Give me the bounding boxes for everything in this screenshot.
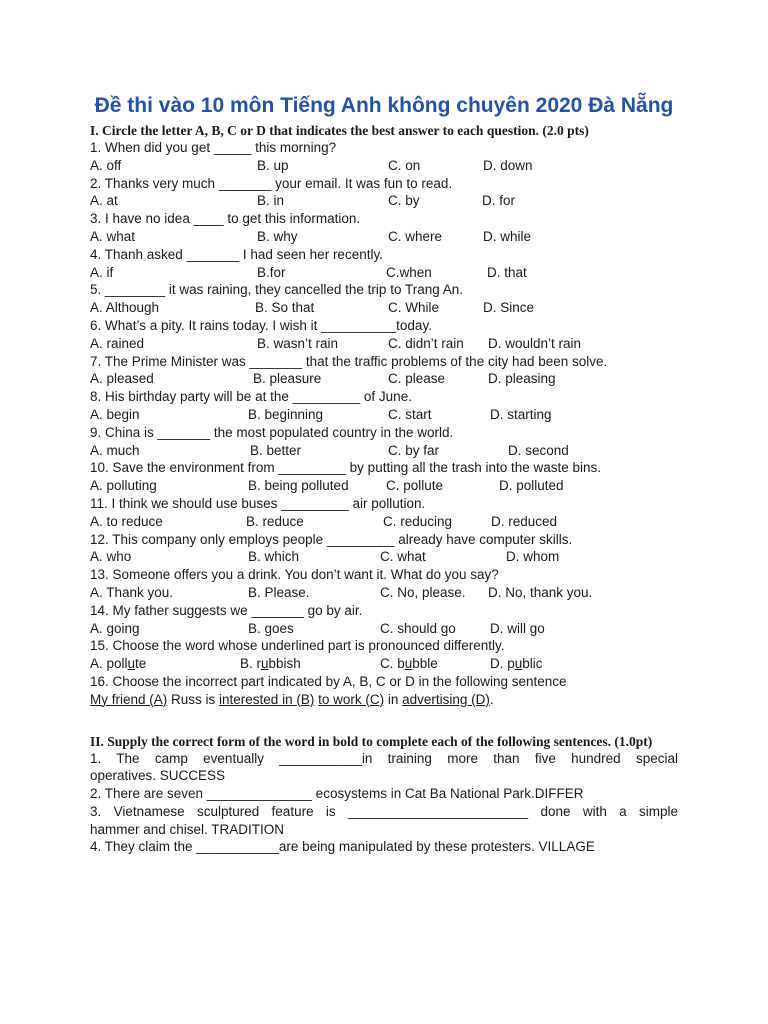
option-c[interactable]: C. didn’t rain [388, 335, 464, 351]
option-a[interactable] [90, 655, 146, 673]
option-text-part: bble [412, 656, 438, 672]
option-b[interactable]: B. better [250, 442, 302, 458]
page-title: Đề thi vào 10 môn Tiếng Anh không chuyên 2020 Đà Nẵng [94, 94, 674, 117]
option-c[interactable]: C. No, please. [380, 584, 466, 600]
option-a[interactable]: A. at [90, 193, 118, 209]
question-12-options [90, 548, 678, 566]
word-form-question-3-line2: hammer and chisel. TRADITION [90, 821, 285, 837]
option-c[interactable]: C. start [388, 406, 432, 422]
word-form-question-1-line2: operatives. SUCCESS [90, 768, 226, 784]
option-d[interactable]: D. whom [506, 549, 560, 565]
option-a[interactable]: A. rained [90, 335, 145, 351]
question-7-text: 7. The Prime Minister was _______ that the traffic problems of the city had been solve. [90, 353, 608, 369]
sentence-part-option[interactable]: My friend (A) [90, 691, 168, 707]
section-1-heading: I. Circle the letter A, B, C or D that indicates the best answer to each question. (2.0 pts) [90, 123, 589, 138]
option-a[interactable]: A. polluting [90, 478, 157, 494]
option-c[interactable]: C. by far [388, 442, 440, 458]
question-5-text: 5. ________ it was raining, they cancelled the trip to Trang An. [90, 282, 463, 298]
question-list [90, 139, 678, 709]
option-a[interactable]: A. begin [90, 406, 140, 422]
option-c[interactable]: C. reducing [383, 513, 453, 529]
word-form-question-3-line1: 3. Vietnamese sculptured feature is ________________________ done with a simple [90, 803, 678, 819]
option-a[interactable]: A. pleased [90, 371, 154, 387]
question-11-text: 11. I think we should use buses _________ air pollution. [90, 495, 426, 511]
question-4-text: 4. Thanh asked _______ I had seen her recently. [90, 246, 383, 262]
question-14-options [90, 620, 678, 638]
option-b[interactable]: B. beginning [248, 406, 324, 422]
option-a[interactable]: A. Thank you. [90, 584, 174, 600]
sentence-part-option[interactable]: to work (C) [318, 691, 385, 707]
option-a[interactable]: A. going [90, 620, 140, 636]
option-b[interactable]: B. why [257, 228, 298, 244]
option-text-part: te [135, 656, 147, 672]
question-8-text: 8. His birthday party will be at the _________ of June. [90, 389, 412, 405]
option-a[interactable]: A. what [90, 228, 136, 244]
sentence-text: Russ is [167, 691, 220, 707]
question-14-text: 14. My father suggests we _______ go by air. [90, 602, 363, 618]
option-d[interactable] [490, 655, 543, 673]
option-b[interactable]: B. reduce [246, 513, 304, 529]
question-13-text: 13. Someone offers you a drink. You don’t want it. What do you say? [90, 567, 499, 583]
question-6-text: 6. What’s a pity. It rains today. I wish it __________today. [90, 317, 432, 333]
word-form-question-2: 2. There are seven ______________ ecosystems in Cat Ba National Park.DIFFER [90, 786, 584, 802]
option-c[interactable]: C. what [380, 549, 426, 565]
sentence-part-option[interactable]: interested in (B) [219, 691, 315, 707]
option-d[interactable]: D. will go [490, 620, 545, 636]
question-8-options [90, 406, 678, 424]
option-b[interactable]: B. wasn’t rain [257, 335, 339, 351]
option-c[interactable]: C. should go [380, 620, 456, 636]
option-a[interactable]: A. if [90, 264, 114, 280]
question-4-options [90, 264, 678, 282]
sentence-part-option[interactable]: advertising (D) [402, 691, 490, 707]
option-b[interactable]: B. So that [255, 300, 315, 316]
option-a[interactable]: A. much [90, 442, 140, 458]
option-b[interactable]: B. up [257, 157, 289, 173]
question-10-options [90, 477, 678, 495]
option-b[interactable]: B.for [257, 264, 286, 280]
question-9-text: 9. China is _______ the most populated country in the world. [90, 424, 454, 440]
option-text-part: D. p [490, 656, 515, 672]
option-a[interactable]: A. who [90, 549, 132, 565]
question-5-options [90, 299, 678, 317]
option-d[interactable]: D. Since [483, 300, 535, 316]
option-b[interactable]: B. Please. [248, 584, 310, 600]
question-10-text: 10. Save the environment from _________ by putting all the trash into the waste bins. [90, 460, 602, 476]
sentence-text: in [384, 691, 403, 707]
underlined-letter: u [404, 656, 413, 672]
option-d[interactable]: D. down [483, 157, 533, 173]
underlined-letter: u [514, 656, 523, 672]
question-13-options [90, 584, 678, 602]
option-d[interactable]: D. for [482, 193, 516, 209]
word-form-question-4: 4. They claim the ___________are being manipulated by these protesters. VILLAGE [90, 839, 595, 855]
option-a[interactable]: A. Although [90, 300, 160, 316]
underlined-letter: u [127, 656, 136, 672]
question-2-options [90, 192, 678, 210]
question-7-options [90, 370, 678, 388]
question-11-options [90, 513, 678, 531]
option-a[interactable]: A. to reduce [90, 513, 163, 529]
question-15-text: 15. Choose the word whose underlined part is pronounced differently. [90, 638, 505, 654]
option-d[interactable]: D. that [487, 264, 527, 280]
option-d[interactable]: D. wouldn’t rain [488, 335, 582, 351]
question-2-text: 2. Thanks very much _______ your email. It was fun to read. [90, 175, 453, 191]
option-text-part: A. poll [90, 656, 128, 672]
option-c[interactable]: C. by [388, 193, 420, 209]
question-1-options [90, 157, 678, 175]
sentence-text: . [489, 691, 494, 707]
option-c[interactable]: C. pollute [386, 478, 444, 494]
option-text-part: B. r [240, 656, 262, 672]
option-b[interactable]: B. goes [248, 620, 294, 636]
question-12-text: 12. This company only employs people _________ already have computer skills. [90, 531, 573, 547]
option-c[interactable]: C. While [388, 300, 440, 316]
question-15-options [90, 655, 678, 673]
option-d[interactable]: D. No, thank you. [488, 584, 593, 600]
option-b[interactable]: B. pleasure [253, 371, 322, 387]
option-d[interactable]: D. reduced [491, 513, 558, 529]
question-16-text: 16. Choose the incorrect part indicated by A, B, C or D in the following sentence [90, 673, 567, 689]
option-d[interactable]: D. pleasing [488, 371, 556, 387]
option-a[interactable]: A. off [90, 157, 122, 173]
option-text-part: bbish [268, 656, 301, 672]
option-b[interactable]: B. being polluted [248, 478, 349, 494]
option-c[interactable]: C. please [388, 371, 446, 387]
section-2-heading: II. Supply the correct form of the word in bold to complete each of the following sentences. (1.0pt) [90, 733, 653, 749]
question-6-options [90, 335, 678, 353]
option-c[interactable]: C.when [386, 264, 432, 280]
error-identification-sentence [90, 691, 678, 709]
option-c[interactable]: C. where [388, 228, 443, 244]
option-c[interactable] [380, 655, 438, 673]
question-3-options [90, 228, 678, 246]
option-text-part: C. b [380, 656, 405, 672]
option-d[interactable]: D. polluted [499, 478, 564, 494]
underlined-letter: u [261, 656, 269, 672]
option-c[interactable]: C. on [388, 157, 421, 173]
option-d[interactable]: D. while [483, 228, 532, 244]
question-1-text: 1. When did you get _____ this morning? [90, 140, 337, 155]
question-3-text: 3. I have no idea ____ to get this information. [90, 211, 361, 227]
option-b[interactable] [240, 655, 301, 673]
option-d[interactable]: D. second [508, 442, 569, 458]
option-b[interactable]: B. which [248, 549, 300, 565]
option-text-part: blic [522, 656, 543, 672]
option-d[interactable]: D. starting [490, 406, 552, 422]
question-9-options [90, 442, 678, 460]
word-form-question-1-line1: 1. The camp eventually ___________in training more than five hundred special [90, 750, 678, 766]
document-page [90, 92, 678, 856]
option-b[interactable]: B. in [257, 193, 285, 209]
